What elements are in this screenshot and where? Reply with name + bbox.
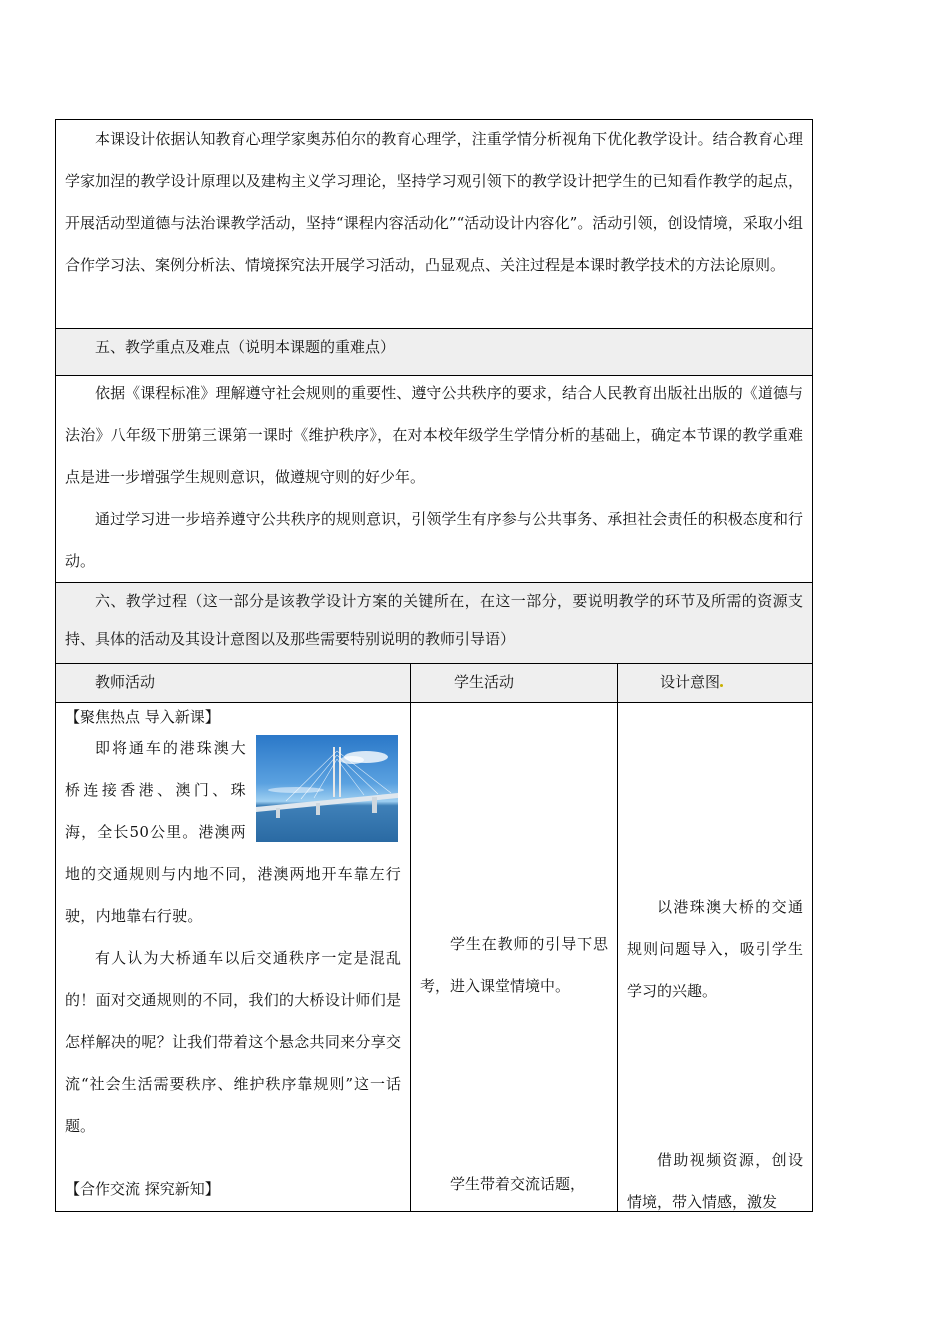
section5-body-row — [56, 376, 813, 583]
marker-dot — [720, 684, 723, 687]
section5-heading-row — [56, 329, 813, 376]
header-teacher-activity: 教师活动 — [95, 673, 156, 691]
lesson-plan-table — [55, 119, 813, 1212]
design-paragraph-2: 借助视频资源，创设情境，带入情感，激发 — [627, 1151, 804, 1211]
section5-para2: 通过学习进一步培养遵守公共秩序的规则意识，引领学生有序参与公共事务、承担社会责任的积极态度和行动。 — [65, 510, 804, 570]
section6-heading: 六、教学过程（这一部分是该教学设计方案的关键所在，在这一部分，要说明教学的环节及所需的资源支持、具体的活动及其设计意图以及那些需要特别说明的教师引导语） — [65, 592, 804, 648]
teacher-paragraph-2: 有人认为大桥通车以后交通秩序一定是混乱的！面对交通规则的不同，我们的大桥设计师们是怎样解决的呢？让我们带着这个悬念共同来分享交流“社会生活需要秩序、维护秩序靠规则”这一话题。 — [65, 949, 401, 1135]
section6-heading-row — [56, 583, 813, 664]
teacher-section-title-1: 【聚焦热点 导入新课】 — [65, 708, 220, 726]
design-paragraph-1: 以港珠澳大桥的交通规则问题导入，吸引学生学习的兴趣。 — [627, 898, 804, 1000]
activity-row — [56, 703, 813, 1212]
teacher-section-title-2: 【合作交流 探究新知】 — [65, 1180, 220, 1198]
teacher-paragraph-1: 即将通车的港珠澳大桥连接香港、澳门、珠海，全长50公里。港澳两地的交通规则与内地不同，港澳两地开车靠左行驶，内地靠右行驶。 — [65, 739, 401, 925]
section5-heading: 五、教学重点及难点（说明本课题的重难点） — [95, 338, 396, 356]
column-header-row — [56, 664, 813, 703]
student-paragraph-2: 学生带着交流话题， — [450, 1175, 586, 1193]
student-paragraph-1: 学生在教师的引导下思考，进入课堂情境中。 — [420, 935, 608, 995]
header-student-activity: 学生活动 — [454, 673, 515, 691]
section5-para1: 依据《课程标准》理解遵守社会规则的重要性、遵守公共秩序的要求，结合人民教育出版社出版的《道德与法治》八年级下册第三课第一课时《维护秩序》，在对本校年级学生学情分析的基础上，确定本节课的教学重难点是进一步增强学生规则意识，做遵规守则的好少年。 — [65, 384, 804, 486]
bridge-photo — [256, 735, 398, 842]
document-page — [55, 119, 812, 1212]
header-design-intent: 设计意图 — [618, 664, 812, 692]
intro-row — [56, 120, 813, 329]
intro-text: 本课设计依据认知教育心理学家奥苏伯尔的教育心理学，注重学情分析视角下优化教学设计。结合教育心理学家加涅的教学设计原理以及建构主义学习理论，坚持学习观引领下的教学设计把学生的已知看作教学的起点，开展活动型道德与法治课教学活动，坚持“课程内容活动化”“活动设计内容化”。活动引领，创设情境，采取小组合作学习法、案例分析法、情境探究法开展学习活动，凸显观点、关注过程是本课时教学技术的方法论原则。 — [65, 130, 804, 274]
